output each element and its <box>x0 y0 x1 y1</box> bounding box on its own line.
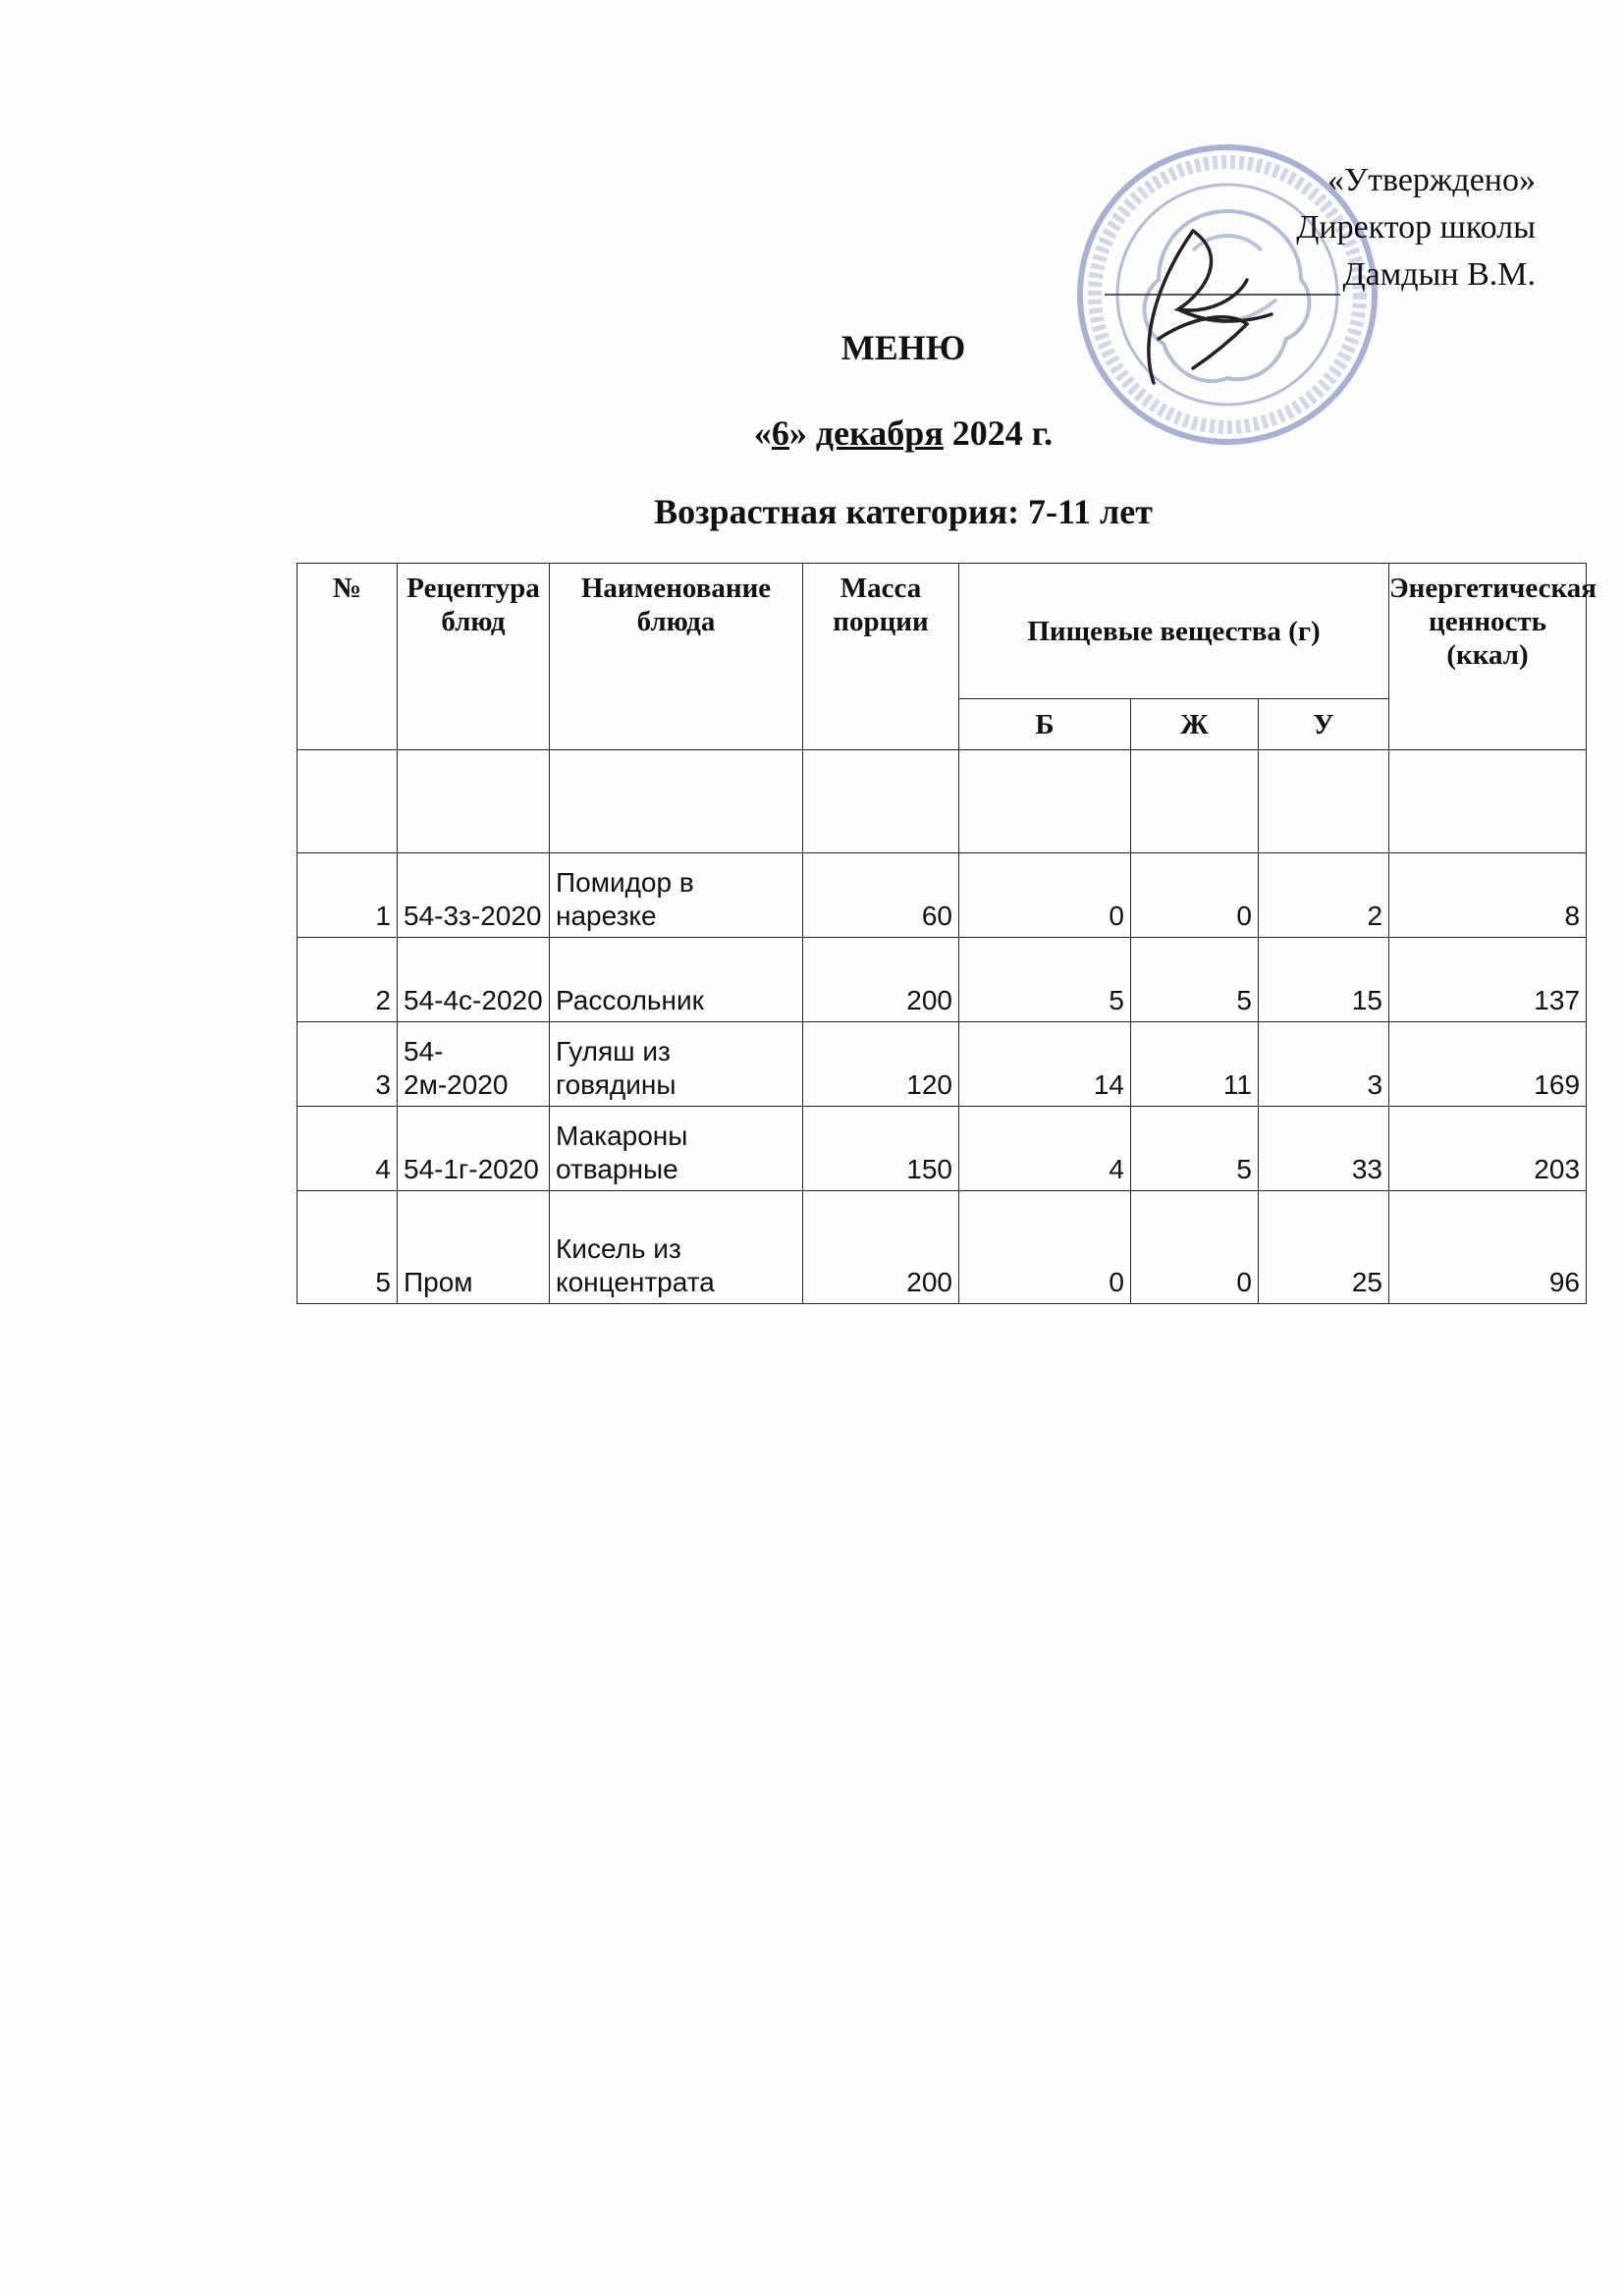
dish-name: Макароны отварные <box>550 1107 803 1191</box>
dish-name: Помидор в нарезке <box>550 853 803 938</box>
header-fat: Ж <box>1131 699 1259 750</box>
portion-mass: 120 <box>803 1022 959 1107</box>
header-portion-mass: Масса порции <box>803 564 959 750</box>
table-row <box>298 938 1587 1022</box>
table-row <box>298 1107 1587 1191</box>
protein-value: 14 <box>959 1022 1131 1107</box>
recipe-code: 54-3з-2020 <box>398 853 550 938</box>
header-blank <box>1131 750 1259 853</box>
menu-table <box>297 563 1597 1304</box>
header-blank <box>803 750 959 853</box>
header-blank <box>959 750 1131 853</box>
header-blank <box>1389 750 1587 853</box>
carbs-value: 15 <box>1259 938 1389 1022</box>
header-blank <box>398 750 550 853</box>
portion-mass: 60 <box>803 853 959 938</box>
dish-name: Гуляш из говядины <box>550 1022 803 1107</box>
protein-value: 0 <box>959 1191 1131 1304</box>
date-quote-open: « <box>753 413 772 453</box>
portion-mass: 200 <box>803 938 959 1022</box>
header-blank <box>1259 750 1389 853</box>
header-protein: Б <box>959 699 1131 750</box>
recipe-code: 54-4с-2020 <box>398 938 550 1022</box>
recipe-code: 54-2м-2020 <box>398 1022 550 1107</box>
protein-value: 5 <box>959 938 1131 1022</box>
age-category: Возрастная категория: 7-11 лет <box>654 492 1153 531</box>
recipe-code: Пром <box>398 1191 550 1304</box>
date-quote-close: » <box>788 413 816 453</box>
dish-name: Рассольник <box>550 938 803 1022</box>
row-number: 5 <box>298 1191 398 1304</box>
carbs-value: 33 <box>1259 1107 1389 1191</box>
energy-value: 137 <box>1389 938 1587 1022</box>
portion-mass: 200 <box>803 1191 959 1304</box>
energy-value: 8 <box>1389 853 1587 938</box>
row-number: 2 <box>298 938 398 1022</box>
header-energy: Энергетическая ценность (ккал) <box>1389 564 1587 750</box>
protein-value: 0 <box>959 853 1131 938</box>
approval-block <box>1296 157 1536 299</box>
protein-value: 4 <box>959 1107 1131 1191</box>
approval-position: Директор школы <box>1296 209 1536 246</box>
date-month: декабря <box>815 413 944 453</box>
date-day: 6 <box>771 413 789 453</box>
header-blank <box>298 750 398 853</box>
approval-heading: «Утверждено» <box>1327 162 1536 198</box>
recipe-code: 54-1г-2020 <box>398 1107 550 1191</box>
row-number: 4 <box>298 1107 398 1191</box>
header-num: № <box>298 564 398 750</box>
table-row <box>298 1022 1587 1107</box>
approval-name: Дамдын В.М. <box>1342 256 1536 293</box>
energy-value: 169 <box>1389 1022 1587 1107</box>
date-year: 2024 г. <box>943 413 1054 453</box>
row-number: 1 <box>298 853 398 938</box>
energy-value: 96 <box>1389 1191 1587 1304</box>
fat-value: 5 <box>1131 938 1259 1022</box>
table-row <box>298 1191 1587 1304</box>
fat-value: 0 <box>1131 853 1259 938</box>
fat-value: 11 <box>1131 1022 1259 1107</box>
header-nutrients: Пищевые вещества (г) <box>959 564 1389 699</box>
row-number: 3 <box>298 1022 398 1107</box>
header-dish-name: Наименование блюда <box>550 564 803 750</box>
energy-value: 203 <box>1389 1107 1587 1191</box>
dish-name: Кисель из концентрата <box>550 1191 803 1304</box>
fat-value: 0 <box>1131 1191 1259 1304</box>
carbs-value: 2 <box>1259 853 1389 938</box>
header-carbs: У <box>1259 699 1389 750</box>
header-recipe: Рецептура блюд <box>398 564 550 750</box>
carbs-value: 3 <box>1259 1022 1389 1107</box>
header-blank <box>550 750 803 853</box>
fat-value: 5 <box>1131 1107 1259 1191</box>
page-title: МЕНЮ <box>840 328 966 367</box>
menu-date <box>0 412 1624 454</box>
portion-mass: 150 <box>803 1107 959 1191</box>
table-row <box>298 853 1587 938</box>
carbs-value: 25 <box>1259 1191 1389 1304</box>
